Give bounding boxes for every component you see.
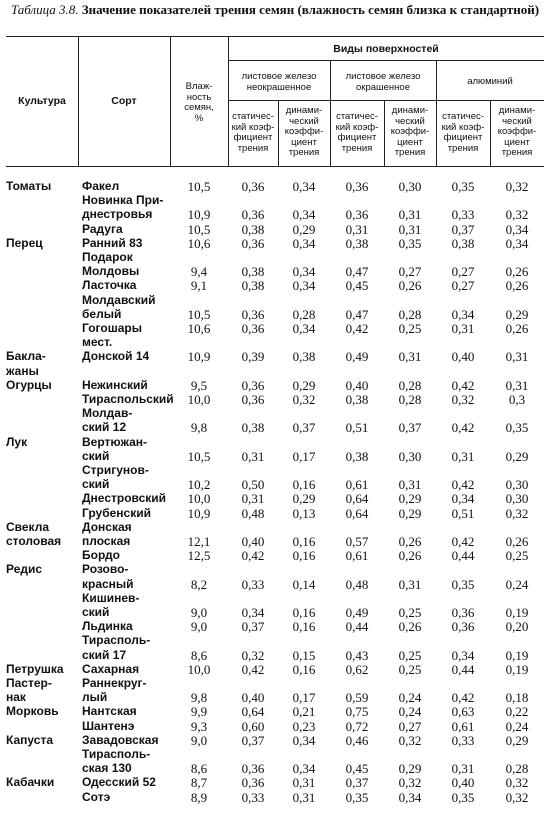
- crop-label: Томаты: [6, 179, 52, 193]
- variety-label: Тирасполь-: [82, 633, 151, 648]
- friction-value: 0,57: [345, 534, 369, 549]
- friction-value: 0,28: [398, 377, 422, 393]
- friction-value: 0,34: [398, 789, 422, 805]
- friction-value: 0,32: [505, 179, 529, 194]
- crop-label: Свекла: [6, 519, 50, 534]
- friction-value: 0,32: [505, 207, 529, 223]
- friction-value: 0,38: [345, 235, 369, 251]
- friction-value: 0,34: [451, 647, 475, 663]
- rule-groups: [228, 100, 544, 101]
- friction-value: 0,25: [398, 605, 422, 620]
- variety-label: Молдав-: [82, 406, 133, 421]
- variety-label: Тираспольский: [82, 392, 174, 406]
- crop-label: жаны: [6, 363, 39, 378]
- friction-value: 0,38: [345, 448, 369, 464]
- variety-label: Кишинев-: [82, 590, 140, 605]
- header-moisture: Влаж- ность семян, %: [184, 81, 214, 124]
- friction-value: 0,36: [451, 619, 475, 635]
- friction-value: 0,51: [345, 420, 369, 436]
- friction-value: 0,33: [241, 576, 265, 592]
- friction-value: 0,36: [241, 306, 265, 322]
- friction-value: 0,31: [398, 349, 422, 365]
- friction-value: 0,36: [241, 377, 265, 393]
- variety-label: мест.: [82, 335, 113, 350]
- variety-label: ский: [82, 605, 110, 619]
- friction-value: 0,32: [505, 789, 529, 805]
- friction-value: 0,16: [292, 534, 316, 549]
- friction-value: 0,47: [345, 264, 369, 280]
- friction-value: 0,34: [292, 321, 316, 336]
- table-number: Таблица 3.8.: [10, 2, 79, 17]
- friction-value: 0,34: [241, 605, 265, 620]
- friction-value: 0,38: [241, 420, 265, 436]
- moisture-value: 10,6: [187, 321, 211, 336]
- friction-value: 0,16: [292, 548, 316, 564]
- friction-value: 0,43: [345, 647, 369, 663]
- friction-value: 0,60: [241, 718, 265, 734]
- moisture-value: 8,6: [190, 761, 208, 777]
- crop-label: Капуста: [6, 732, 53, 747]
- crop-label: Бакла-: [6, 349, 46, 364]
- friction-value: 0,31: [345, 221, 369, 237]
- friction-value: 0,16: [292, 605, 316, 620]
- rule-header-bottom: [6, 166, 544, 167]
- friction-value: 0,19: [505, 605, 529, 620]
- moisture-value: 10,5: [187, 306, 211, 322]
- friction-value: 0,36: [241, 321, 265, 336]
- variety-label: Днестровский: [82, 491, 167, 506]
- variety-label: ская 130: [82, 761, 132, 776]
- crop-label: Кабачки: [6, 775, 55, 790]
- variety-label: Нежинский: [82, 377, 148, 392]
- friction-value: 0,63: [451, 704, 475, 720]
- friction-value: 0,24: [398, 704, 422, 720]
- friction-value: 0,44: [451, 548, 475, 564]
- moisture-value: 8,7: [190, 775, 208, 791]
- friction-value: 0,30: [398, 179, 422, 194]
- friction-value: 0,29: [292, 491, 316, 507]
- friction-value: 0,34: [451, 491, 475, 507]
- moisture-value: 10,5: [187, 179, 211, 194]
- friction-value: 0,31: [398, 477, 422, 493]
- moisture-value: 10,6: [187, 235, 211, 251]
- variety-label: белый: [82, 306, 122, 321]
- variety-label: Завадовская: [82, 732, 159, 747]
- friction-value: 0,16: [292, 477, 316, 493]
- friction-value: 0,72: [345, 718, 369, 734]
- moisture-value: 10,9: [187, 349, 211, 365]
- variety-label: Стригунов-: [82, 463, 149, 477]
- crop-label: Огурцы: [6, 377, 52, 392]
- friction-value: 0,31: [241, 491, 265, 507]
- friction-value: 0,37: [398, 420, 422, 436]
- friction-value: 0,44: [345, 619, 369, 635]
- friction-value: 0,75: [345, 704, 369, 720]
- friction-value: 0,33: [451, 207, 475, 223]
- friction-value: 0,38: [451, 235, 475, 251]
- friction-value: 0,31: [241, 448, 265, 464]
- friction-value: 0,34: [505, 221, 529, 237]
- friction-value: 0,31: [505, 349, 529, 365]
- table-title: Значение показателей трения семян (влажность семян близка к стандартной): [81, 2, 540, 17]
- friction-value: 0,61: [451, 718, 475, 734]
- table-caption: [6, 2, 544, 17]
- friction-value: 0,49: [345, 605, 369, 620]
- crop-label: Лук: [6, 434, 28, 449]
- friction-value: 0,40: [451, 775, 475, 791]
- friction-value: 0,37: [345, 775, 369, 791]
- variety-label: Радуга: [82, 221, 123, 236]
- friction-value: 0,28: [398, 392, 422, 407]
- friction-value: 0,47: [345, 306, 369, 322]
- friction-value: 0,39: [241, 349, 265, 365]
- friction-value: 0,16: [292, 661, 316, 677]
- friction-value: 0,20: [505, 619, 529, 635]
- friction-value: 0,61: [345, 548, 369, 564]
- friction-value: 0,42: [451, 477, 475, 493]
- variety-label: Розово-: [82, 562, 129, 577]
- variety-label: ский 12: [82, 420, 127, 435]
- variety-label: Молдавский: [82, 292, 156, 307]
- rule-surfaces: [228, 60, 544, 61]
- friction-value: 0,64: [241, 704, 265, 720]
- friction-value: 0,32: [505, 775, 529, 791]
- friction-value: 0,42: [451, 534, 475, 549]
- friction-value: 0,13: [292, 505, 316, 521]
- moisture-value: 9,0: [190, 732, 208, 748]
- friction-value: 0,31: [398, 207, 422, 223]
- friction-value: 0,21: [292, 704, 316, 720]
- friction-value: 0,27: [398, 264, 422, 280]
- friction-value: 0,28: [292, 306, 316, 322]
- crop-label: Морковь: [6, 704, 59, 719]
- variety-label: красный: [82, 576, 134, 591]
- header-group-3: алюминий: [467, 76, 513, 87]
- header-static-1: статичес- кий коэф- фициент трения: [231, 111, 275, 154]
- header-group-1: листовое железо неокрашенное: [241, 71, 317, 93]
- friction-value: 0,64: [345, 491, 369, 507]
- crop-label: столовая: [6, 534, 62, 548]
- friction-value: 0,31: [451, 761, 475, 777]
- moisture-value: 8,2: [190, 576, 208, 592]
- moisture-value: 10,0: [187, 392, 211, 407]
- friction-value: 0,36: [241, 179, 265, 194]
- friction-value: 0,29: [505, 732, 529, 748]
- moisture-value: 12,5: [187, 548, 211, 564]
- variety-label: ский: [82, 477, 110, 492]
- variety-label: Донской 14: [82, 349, 150, 364]
- variety-label: Нантская: [82, 704, 137, 719]
- friction-value: 0,29: [398, 491, 422, 507]
- variety-label: Молдовы: [82, 264, 140, 279]
- variety-label: Ранний 83: [82, 235, 143, 250]
- variety-label: ский: [82, 448, 110, 463]
- crop-label: Петрушка: [6, 661, 64, 676]
- friction-value: 0,25: [398, 321, 422, 336]
- moisture-value: 9,8: [190, 420, 208, 436]
- friction-value: 0,40: [241, 534, 265, 549]
- friction-value: 0,59: [345, 690, 369, 706]
- friction-value: 0,34: [292, 264, 316, 280]
- variety-label: Шантенэ: [82, 718, 135, 733]
- header-dynamic-2: динами- ческий коэффи- циент трения: [390, 105, 430, 158]
- variety-label: Новинка При-: [82, 193, 164, 208]
- moisture-value: 10,5: [187, 448, 211, 464]
- friction-value: 0,42: [241, 661, 265, 677]
- friction-value: 0,35: [345, 789, 369, 805]
- moisture-value: 10,5: [187, 221, 211, 237]
- friction-value: 0,34: [451, 306, 475, 322]
- variety-label: лый: [82, 690, 108, 705]
- friction-value: 0,49: [345, 349, 369, 365]
- friction-value: 0,32: [241, 647, 265, 663]
- variety-label: Раннекруг-: [82, 676, 147, 690]
- friction-value: 0,32: [451, 392, 475, 407]
- friction-value: 0,31: [451, 321, 475, 336]
- friction-value: 0,22: [505, 704, 529, 720]
- friction-value: 0,42: [345, 321, 369, 336]
- friction-value: 0,19: [505, 647, 529, 663]
- friction-value: 0,31: [505, 377, 529, 393]
- friction-value: 0,34: [292, 278, 316, 294]
- friction-value: 0,36: [241, 235, 265, 251]
- variety-label: Вертюжан-: [82, 434, 148, 449]
- friction-value: 0,37: [241, 619, 265, 635]
- friction-value: 0,31: [292, 789, 316, 805]
- friction-value: 0,23: [292, 718, 316, 734]
- friction-value: 0,30: [505, 491, 529, 507]
- moisture-value: 12,1: [187, 534, 211, 549]
- friction-value: 0,31: [451, 448, 475, 464]
- friction-value: 0,26: [505, 278, 529, 294]
- friction-value: 0,51: [451, 505, 475, 521]
- friction-value: 0,42: [241, 548, 265, 564]
- friction-value: 0,38: [241, 264, 265, 280]
- friction-value: 0,26: [398, 278, 422, 294]
- friction-value: 0,17: [292, 448, 316, 464]
- friction-value: 0,34: [292, 235, 316, 251]
- friction-value: 0,36: [241, 775, 265, 791]
- variety-label: Гогошары: [82, 321, 142, 335]
- friction-value: 0,40: [345, 377, 369, 393]
- header-static-2: статичес- кий коэф- фициент трения: [335, 111, 379, 154]
- friction-value: 0,38: [241, 221, 265, 237]
- friction-value: 0,26: [505, 534, 529, 549]
- moisture-value: 10,0: [187, 491, 211, 507]
- variety-label: Тирасполь-: [82, 747, 151, 761]
- crop-label: Пастер-: [6, 676, 52, 690]
- friction-value: 0,30: [398, 448, 422, 464]
- rule-top: [6, 36, 544, 37]
- friction-value: 0,26: [398, 548, 422, 564]
- friction-value: 0,26: [505, 321, 529, 336]
- friction-value: 0,36: [241, 761, 265, 777]
- friction-value: 0,16: [292, 619, 316, 635]
- friction-value: 0,37: [292, 420, 316, 436]
- friction-value: 0,31: [398, 221, 422, 237]
- friction-value: 0,32: [505, 505, 529, 521]
- friction-value: 0,25: [505, 548, 529, 564]
- friction-value: 0,34: [292, 732, 316, 748]
- friction-value: 0,36: [241, 207, 265, 223]
- friction-value: 0,40: [241, 690, 265, 706]
- friction-value: 0,17: [292, 690, 316, 706]
- friction-value: 0,29: [398, 505, 422, 521]
- friction-value: 0,27: [451, 264, 475, 280]
- friction-value: 0,30: [505, 477, 529, 493]
- friction-value: 0,29: [292, 377, 316, 393]
- friction-value: 0,38: [345, 392, 369, 407]
- friction-value: 0,24: [505, 718, 529, 734]
- friction-value: 0,3: [508, 392, 526, 407]
- friction-value: 0,26: [398, 619, 422, 635]
- friction-value: 0,18: [505, 690, 529, 706]
- friction-value: 0,32: [398, 732, 422, 748]
- variety-label: Донская: [82, 519, 132, 534]
- friction-value: 0,36: [451, 605, 475, 620]
- moisture-value: 10,2: [187, 477, 211, 493]
- crop-label: Редис: [6, 562, 43, 577]
- friction-value: 0,31: [292, 775, 316, 791]
- moisture-value: 10,0: [187, 661, 211, 677]
- moisture-value: 10,9: [187, 207, 211, 223]
- variety-label: ский 17: [82, 647, 127, 662]
- crop-label: Перец: [6, 235, 43, 250]
- moisture-value: 8,9: [190, 789, 208, 805]
- friction-value: 0,64: [345, 505, 369, 521]
- moisture-value: 9,4: [190, 264, 208, 280]
- moisture-value: 10,9: [187, 505, 211, 521]
- friction-value: 0,33: [241, 789, 265, 805]
- variety-label: Одесский 52: [82, 775, 156, 790]
- header-crop: Культура: [18, 95, 66, 107]
- moisture-value: 9,0: [190, 619, 208, 635]
- friction-value: 0,46: [345, 732, 369, 748]
- moisture-value: 9,3: [190, 718, 208, 734]
- friction-value: 0,27: [451, 278, 475, 294]
- friction-value: 0,26: [505, 264, 529, 280]
- moisture-value: 8,6: [190, 647, 208, 663]
- friction-value: 0,61: [345, 477, 369, 493]
- variety-label: Сотэ: [82, 789, 111, 804]
- friction-value: 0,40: [451, 349, 475, 365]
- friction-value: 0,34: [292, 761, 316, 777]
- friction-value: 0,32: [292, 392, 316, 407]
- friction-value: 0,25: [398, 647, 422, 663]
- friction-value: 0,28: [398, 306, 422, 322]
- friction-value: 0,42: [451, 420, 475, 436]
- friction-value: 0,35: [451, 576, 475, 592]
- friction-value: 0,35: [505, 420, 529, 436]
- moisture-value: 9,0: [190, 605, 208, 620]
- friction-value: 0,24: [398, 690, 422, 706]
- variety-label: днестровья: [82, 207, 153, 222]
- friction-value: 0,45: [345, 761, 369, 777]
- variety-label: плоская: [82, 534, 131, 548]
- friction-value: 0,29: [505, 448, 529, 464]
- header-static-3: статичес- кий коэф- фициент трения: [441, 111, 485, 154]
- friction-value: 0,26: [398, 534, 422, 549]
- variety-label: Сахарная: [82, 661, 140, 676]
- variety-label: Подарок: [82, 250, 133, 264]
- header-variety: Сорт: [111, 95, 137, 107]
- friction-value: 0,36: [345, 207, 369, 223]
- header-dynamic-1: динами- ческий коэффи- циент трения: [284, 105, 324, 158]
- friction-value: 0,38: [292, 349, 316, 365]
- friction-value: 0,14: [292, 576, 316, 592]
- friction-value: 0,25: [398, 661, 422, 677]
- friction-value: 0,34: [505, 235, 529, 251]
- friction-value: 0,36: [345, 179, 369, 194]
- header-surfaces: Виды поверхностей: [333, 43, 439, 55]
- friction-value: 0,45: [345, 278, 369, 294]
- friction-value: 0,15: [292, 647, 316, 663]
- variety-label: Льдинка: [82, 619, 133, 634]
- header-group-2: листовое железо окрашенное: [345, 71, 421, 93]
- friction-value: 0,42: [451, 377, 475, 393]
- friction-value: 0,19: [505, 661, 529, 677]
- moisture-value: 9,8: [190, 690, 208, 706]
- friction-value: 0,35: [451, 179, 475, 194]
- friction-value: 0,34: [292, 207, 316, 223]
- friction-value: 0,37: [241, 732, 265, 748]
- friction-value: 0,29: [505, 306, 529, 322]
- friction-value: 0,50: [241, 477, 265, 493]
- friction-value: 0,29: [398, 761, 422, 777]
- moisture-value: 9,5: [190, 377, 208, 393]
- friction-value: 0,37: [451, 221, 475, 237]
- header-dynamic-3: динами- ческий коэффи- циент трения: [497, 105, 537, 158]
- variety-label: Грубенский: [82, 505, 151, 520]
- friction-value: 0,33: [451, 732, 475, 748]
- variety-label: Факел: [82, 179, 120, 193]
- friction-value: 0,35: [451, 789, 475, 805]
- friction-value: 0,27: [398, 718, 422, 734]
- friction-value: 0,38: [241, 278, 265, 294]
- moisture-value: 9,9: [190, 704, 208, 720]
- friction-value: 0,28: [505, 761, 529, 777]
- friction-value: 0,31: [398, 576, 422, 592]
- friction-value: 0,29: [292, 221, 316, 237]
- friction-value: 0,48: [345, 576, 369, 592]
- friction-value: 0,62: [345, 661, 369, 677]
- friction-value: 0,32: [398, 775, 422, 791]
- friction-value: 0,44: [451, 661, 475, 677]
- friction-value: 0,36: [241, 392, 265, 407]
- friction-value: 0,35: [398, 235, 422, 251]
- friction-value: 0,24: [505, 576, 529, 592]
- moisture-value: 9,1: [190, 278, 208, 294]
- friction-value: 0,42: [451, 690, 475, 706]
- friction-value: 0,34: [292, 179, 316, 194]
- friction-value: 0,48: [241, 505, 265, 521]
- variety-label: Ласточка: [82, 278, 137, 293]
- crop-label: нак: [6, 690, 26, 705]
- variety-label: Бордо: [82, 548, 120, 563]
